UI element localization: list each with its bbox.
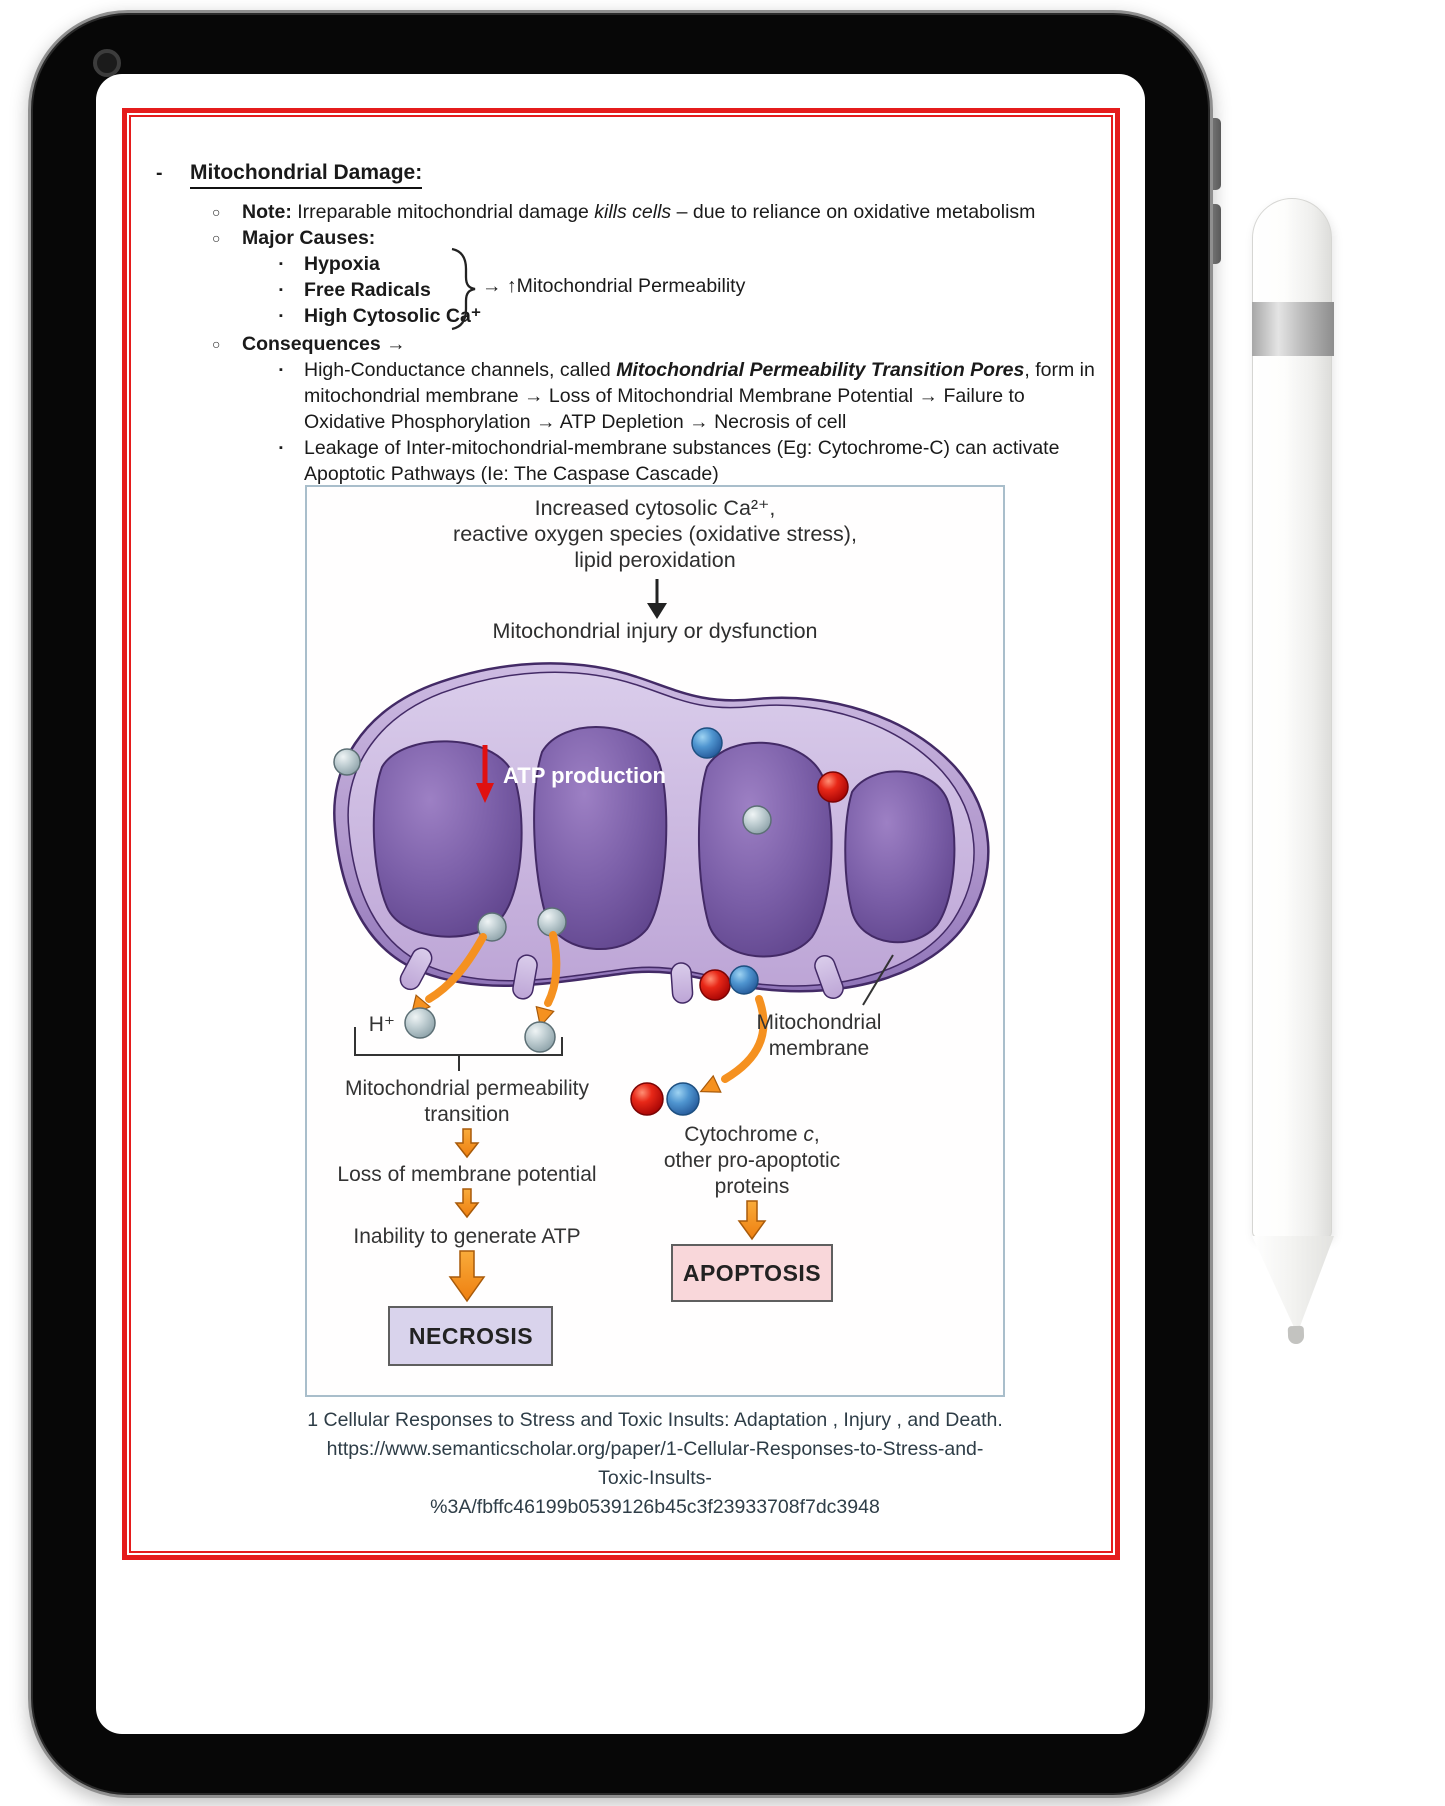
mitochondrion-illustration [334,663,988,1003]
matrix-lobe [374,741,522,936]
square-bullet: ▪ [279,258,283,270]
cause-high-cytosolic-ca: High Cytosolic Ca⁺ [304,305,482,327]
blue-ion-sphere [730,966,758,994]
note-label: Note: [242,201,292,223]
blue-ion-sphere [667,1083,699,1115]
orange-arrow-head [697,1076,721,1100]
membrane-label-line1: Mitochondrial [756,1011,882,1034]
cytochrome-comma: , [813,1123,820,1146]
mitochondria-figure [305,485,1005,1397]
notes-document [154,160,1134,487]
red-ion-sphere [631,1083,663,1115]
apoptosis-label: APOPTOSIS [682,1260,822,1286]
citation-url-line2: %3A/fbffc46199b0539126b45c3f23933708f7dc3948 [430,1496,880,1518]
major-causes-label: Major Causes: [242,227,376,249]
consequence1-text [304,357,1099,435]
orange-flow-arrow [456,1129,478,1157]
atp-production-label: ATP production [503,763,666,788]
matrix-lobe [845,771,954,942]
consequence-item-1 [279,357,1134,435]
front-camera [93,49,121,77]
consequence2-text: Leakage of Inter-mitochondrial-membrane substances (Eg: Cytochrome-C) can activate Apoptotic Pathways (Ie: The Caspase Cascade) [304,437,1060,485]
red-ion-sphere [818,772,848,802]
page-title: Mitochondrial Damage: [190,160,422,189]
mpt-label-line1: Mitochondrial permeability [345,1077,589,1100]
figure-header-line2: reactive oxygen species (oxidative stress), [453,522,857,546]
circle-bullet: ○ [212,230,221,246]
square-bullet: ▪ [279,442,283,454]
circle-bullet: ○ [212,204,221,220]
causes-block [154,251,1134,329]
orange-flow-arrow-large [450,1251,484,1301]
cytochrome-label-line2: other pro-apoptotic [663,1149,841,1172]
necrosis-flow [337,1077,596,1365]
square-bullet: ▪ [279,284,283,296]
figure-header-line1: Increased cytosolic Ca²⁺, [534,496,776,520]
figure-citation [305,1406,1005,1522]
gray-ion-sphere [525,1022,555,1052]
blue-ion-sphere [692,728,722,758]
stylus-pencil-band [1252,302,1334,356]
injury-label: Mitochondrial injury or dysfunction [492,619,818,643]
gray-ion-sphere [743,806,771,834]
gray-ion-sphere [405,1008,435,1038]
citation-url-line1: https://www.semanticscholar.org/paper/1-Cellular-Responses-to-Stress-and-Toxic-Insults- [326,1438,984,1489]
note-t1: Irreparable mitochondrial damage [291,201,595,223]
figure-header-line3: lipid peroxidation [574,548,736,572]
membrane-label-line2: membrane [768,1037,870,1060]
cytochrome-label-line3: proteins [714,1175,790,1198]
crista-stem [670,962,693,1003]
consequences-line [212,331,1134,357]
heading-row [154,160,1134,189]
circle-bullet: ○ [212,336,221,352]
orange-flow-arrow [739,1201,765,1239]
cause-item [279,303,1134,329]
consequence-item-2 [279,435,1134,487]
red-ion-sphere [700,970,730,1000]
down-arrow-icon [644,579,670,619]
h-plus-label: H⁺ [368,1013,395,1036]
cause-hypoxia: Hypoxia [304,253,380,275]
cytochrome-c-italic: c [803,1123,814,1146]
c1-emphasis: Mitochondrial Permeability Transition Pores [616,359,1025,381]
tablet-screen [96,74,1145,1734]
note-text [242,199,1099,225]
square-bullet: ▪ [279,310,283,322]
consequences-label: Consequences → [242,333,406,355]
permeability-note: → ↑Mitochondrial Permeability [482,275,746,297]
orange-flow-arrow [456,1189,478,1217]
cytochrome-text: Cytochrome [684,1123,804,1146]
stylus-pencil-tip [1288,1326,1305,1345]
loss-label: Loss of membrane potential [337,1163,597,1186]
cytochrome-label-line1 [684,1123,819,1146]
citation-title: 1 Cellular Responses to Stress and Toxic Insults: Adaptation , Injury , and Death. [307,1409,1003,1431]
figure-header [307,495,1003,573]
note-line [212,199,1134,225]
mpt-label-line2: transition [424,1103,510,1126]
note-italic: kills cells [594,201,672,223]
inability-label: Inability to generate ATP [353,1225,581,1248]
c1-t2: , form in mitochondrial membrane → Loss of Mitochondrial Membrane Potential → Failure to Oxidative Phosphorylation → ATP Depletion → Necrosis of cell [304,359,1095,433]
major-causes-line [212,225,1134,251]
mitochondrion-diagram [307,637,1007,1397]
necrosis-label: NECROSIS [408,1323,534,1349]
cause-free-radicals: Free Radicals [304,279,431,301]
note-t2: – due to reliance on oxidative metabolism [671,201,1036,223]
stylus-pencil-cone [1252,1236,1334,1334]
curly-brace [450,247,478,333]
matrix-lobe [699,743,832,957]
square-bullet: ▪ [279,364,283,376]
c1-t1: High-Conductance channels, called [304,359,617,381]
gray-ion-sphere [334,749,360,775]
dash-bullet: - [156,162,163,184]
